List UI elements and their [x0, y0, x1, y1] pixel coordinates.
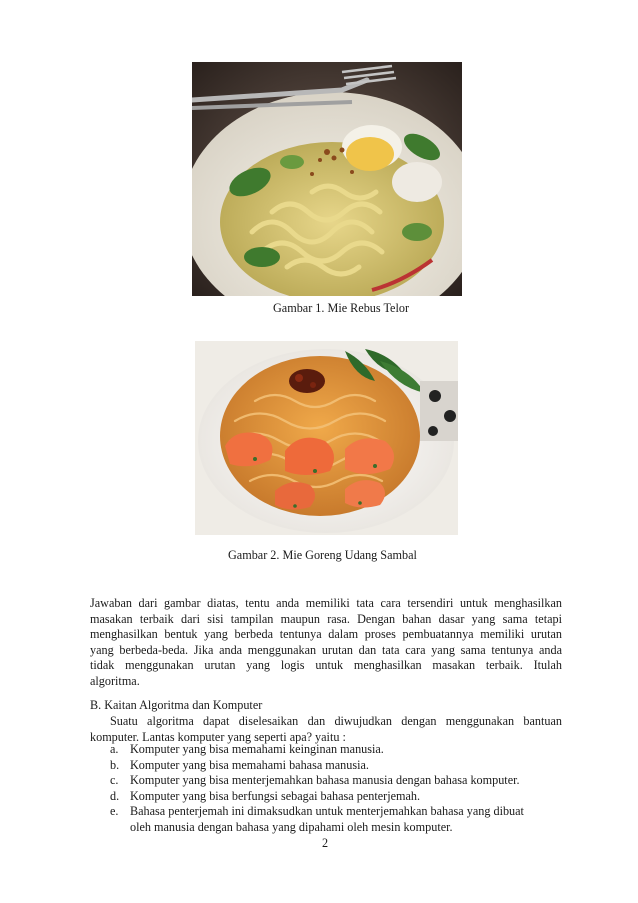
- intro-line: Suatu algoritma dapat diselesaikan dan diwujudkan dengan menggunakan bantuan: [110, 714, 562, 728]
- list-item: [90, 789, 570, 805]
- list-item-text: Bahasa penterjemah ini dimaksudkan untuk menterjemahkan bahasa yang dibuat: [130, 804, 524, 819]
- section-heading: B. Kaitan Algoritma dan Komputer: [90, 698, 263, 712]
- figure2-photo: [195, 341, 458, 535]
- list-item: [90, 804, 570, 835]
- list-item-text: Komputer yang bisa berfungsi sebagai bahasa penterjemah.: [130, 788, 421, 803]
- list-marker: c.: [110, 773, 119, 788]
- body-paragraph: [90, 596, 562, 690]
- page-number: 2: [322, 836, 329, 850]
- list-item: [90, 773, 570, 789]
- list-item-continuation: oleh manusia dengan bahasa yang dipahami oleh mesin komputer.: [130, 819, 453, 834]
- list-item: [90, 742, 570, 758]
- paragraph-line: yang berbeda-beda. Jika anda menggunakan urutan dan tata cara yang sama tentunya anda: [90, 642, 562, 657]
- list-item-text: Komputer yang bisa menterjemahkan bahasa manusia dengan bahasa komputer.: [130, 773, 520, 788]
- paragraph-line: masakan terbaik dari sisi tampilan maupun rasa. Dengan bahan dasar yang sama tetapi: [90, 611, 562, 626]
- list-item: [90, 758, 570, 774]
- intro-line: komputer. Lantas komputer yang seperti apa? yaitu :: [90, 729, 346, 744]
- figure2-caption: Gambar 2. Mie Goreng Udang Sambal: [228, 548, 417, 562]
- list-marker: a.: [110, 742, 119, 756]
- list-marker: b.: [110, 757, 120, 772]
- section-intro: [90, 714, 562, 745]
- list-item-text: Komputer yang bisa memahami bahasa manusia.: [130, 757, 369, 772]
- paragraph-line: menghasilkan bentuk yang berbeda tentunya dalam proses pembuatannya memiliki urutan: [90, 627, 562, 642]
- paragraph-line: tidak menggunakan urutan yang logis untuk menghasilkan masakan terbaik. Itulah: [90, 658, 562, 673]
- list-marker: d.: [110, 788, 120, 803]
- paragraph-line: algoritma.: [90, 673, 140, 688]
- list-item-text: Komputer yang bisa memahami keinginan manusia.: [130, 742, 384, 756]
- figure1-photo: [192, 62, 462, 296]
- figure1-caption: Gambar 1. Mie Rebus Telor: [273, 301, 410, 315]
- paragraph-line: Jawaban dari gambar diatas, tentu anda memiliki tata cara tersendiri untuk menghasilkan: [90, 596, 562, 610]
- criteria-list: [90, 742, 570, 836]
- list-marker: e.: [110, 804, 119, 819]
